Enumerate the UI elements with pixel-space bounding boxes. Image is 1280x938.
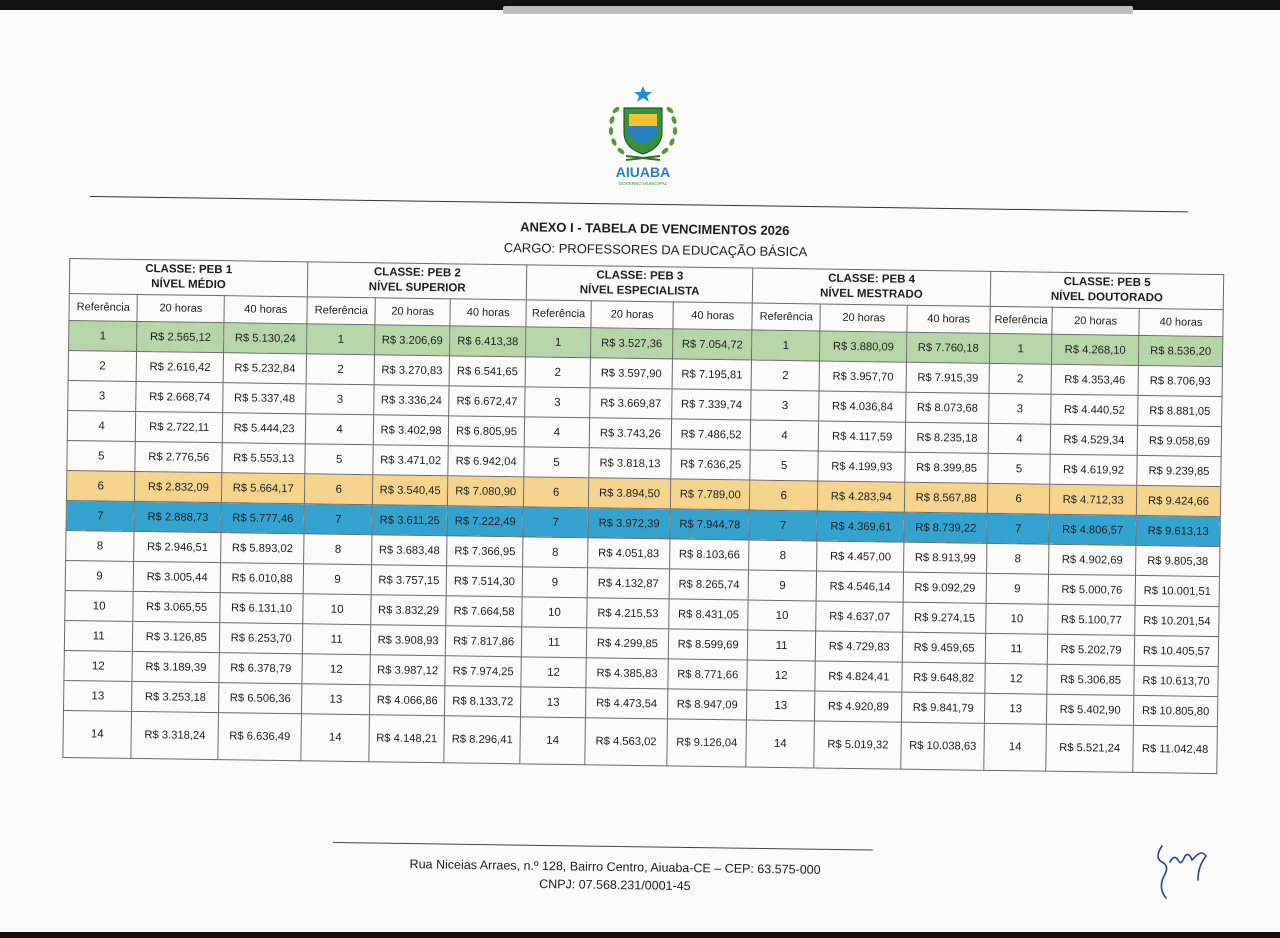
- salary-40h-cell: R$ 9.805,38: [1136, 545, 1220, 576]
- reference-cell: 9: [65, 560, 134, 591]
- salary-20h-cell: R$ 4.132,87: [587, 568, 670, 599]
- salary-40h-cell: R$ 7.222,49: [447, 506, 524, 537]
- reference-cell: 10: [748, 600, 817, 631]
- salary-20h-cell: R$ 4.440,52: [1051, 394, 1138, 425]
- salary-40h-cell: R$ 11.042,48: [1133, 725, 1218, 773]
- header-rule: [90, 196, 1188, 212]
- class-header-peb-5: [990, 271, 1223, 309]
- salary-40h-cell: R$ 10.038,63: [901, 722, 984, 770]
- salary-20h-cell: R$ 3.957,70: [819, 361, 906, 392]
- column-header-h20: 20 horas: [820, 304, 907, 332]
- class-name: CLASSE: PEB 1: [145, 263, 233, 277]
- salary-20h-cell: R$ 3.402,98: [374, 415, 449, 446]
- salary-40h-cell: R$ 8.536,20: [1138, 335, 1222, 366]
- footer-address: Rua Niceias Arraes, n.º 128, Bairro Centro, Aiuaba-CE – CEP: 63.575-000: [409, 857, 821, 877]
- salary-40h-cell: R$ 8.103,66: [670, 539, 749, 570]
- bottom-edge: [0, 932, 1280, 938]
- class-level: NÍVEL SUPERIOR: [368, 281, 466, 295]
- logo-star-icon: [634, 86, 652, 102]
- salary-40h-cell: R$ 5.664,17: [222, 473, 305, 504]
- salary-40h-cell: R$ 9.613,13: [1136, 515, 1220, 546]
- salary-40h-cell: R$ 9.424,66: [1136, 485, 1220, 516]
- salary-40h-cell: R$ 9.841,79: [902, 692, 985, 723]
- column-header-ref: Referência: [526, 300, 591, 328]
- svg-text:AIUABA: AIUABA: [615, 164, 671, 180]
- reference-cell: 2: [68, 350, 137, 381]
- reference-cell: 8: [987, 543, 1049, 574]
- salary-20h-cell: R$ 4.117,59: [819, 421, 906, 452]
- salary-20h-cell: R$ 3.270,83: [374, 355, 449, 386]
- reference-cell: 14: [984, 723, 1047, 771]
- salary-40h-cell: R$ 5.337,48: [223, 383, 306, 414]
- salary-40h-cell: R$ 5.893,02: [221, 533, 304, 564]
- salary-20h-cell: R$ 3.743,26: [589, 418, 672, 449]
- salary-40h-cell: R$ 7.760,18: [907, 332, 990, 363]
- salary-20h-cell: R$ 3.471,02: [373, 445, 448, 476]
- salary-40h-cell: R$ 7.636,25: [671, 449, 750, 480]
- salary-40h-cell: R$ 8.599,69: [669, 629, 748, 660]
- column-header-ref: Referência: [752, 303, 821, 331]
- reference-cell: 1: [751, 330, 820, 361]
- reference-cell: 5: [750, 450, 819, 481]
- salary-40h-cell: R$ 10.001,51: [1135, 575, 1219, 606]
- salary-40h-cell: R$ 8.296,41: [444, 716, 521, 764]
- salary-20h-cell: R$ 5.521,24: [1046, 724, 1134, 772]
- salary-20h-cell: R$ 4.457,00: [817, 541, 904, 572]
- salary-20h-cell: R$ 4.066,86: [370, 685, 445, 716]
- scanner-tab: [503, 6, 1133, 14]
- column-header-h40: 40 horas: [907, 305, 990, 333]
- salary-20h-cell: R$ 4.215,53: [586, 598, 669, 629]
- reference-cell: 6: [524, 477, 589, 508]
- salary-20h-cell: R$ 3.908,93: [371, 625, 446, 656]
- reference-cell: 10: [303, 594, 372, 625]
- class-level: NÍVEL MÉDIO: [151, 278, 226, 292]
- salary-40h-cell: R$ 10.405,57: [1134, 635, 1218, 666]
- column-header-h20: 20 horas: [1052, 307, 1139, 335]
- salary-20h-cell: R$ 5.402,90: [1047, 694, 1134, 725]
- salary-20h-cell: R$ 4.806,57: [1049, 514, 1136, 545]
- salary-20h-cell: R$ 3.005,44: [133, 561, 220, 592]
- reference-cell: 4: [67, 410, 136, 441]
- reference-cell: 10: [522, 597, 587, 628]
- column-header-h20: 20 horas: [590, 301, 673, 329]
- reference-cell: 13: [746, 690, 815, 721]
- salary-40h-cell: R$ 7.944,78: [670, 509, 749, 540]
- salary-20h-cell: R$ 4.619,92: [1050, 454, 1137, 485]
- salary-40h-cell: R$ 6.131,10: [220, 593, 303, 624]
- handwritten-signature: [1148, 836, 1218, 900]
- reference-cell: 7: [749, 510, 818, 541]
- salary-40h-cell: R$ 6.672,47: [448, 386, 525, 417]
- salary-20h-cell: R$ 4.353,46: [1051, 364, 1138, 395]
- salary-40h-cell: R$ 10.613,70: [1134, 665, 1218, 696]
- reference-cell: 8: [523, 537, 588, 568]
- document-subtitle: CARGO: PROFESSORES DA EDUCAÇÃO BÁSICA: [503, 240, 808, 260]
- reference-cell: 3: [306, 384, 375, 415]
- salary-40h-cell: R$ 5.553,13: [222, 443, 305, 474]
- reference-cell: 6: [987, 483, 1049, 514]
- salary-20h-cell: R$ 4.385,83: [585, 658, 668, 689]
- salary-20h-cell: R$ 3.669,87: [589, 388, 672, 419]
- reference-cell: 9: [523, 567, 588, 598]
- salary-20h-cell: R$ 3.683,48: [372, 535, 447, 566]
- reference-cell: 3: [525, 387, 590, 418]
- salary-40h-cell: R$ 8.265,74: [669, 569, 748, 600]
- salary-40h-cell: R$ 8.133,72: [444, 686, 521, 717]
- reference-cell: 7: [987, 513, 1049, 544]
- reference-cell: 10: [986, 603, 1048, 634]
- salary-20h-cell: R$ 4.529,34: [1050, 424, 1137, 455]
- salary-20h-cell: R$ 3.880,09: [820, 331, 907, 362]
- reference-cell: 6: [749, 480, 818, 511]
- salary-40h-cell: R$ 8.073,68: [906, 392, 989, 423]
- salary-20h-cell: R$ 4.563,02: [584, 718, 667, 766]
- salary-40h-cell: R$ 7.366,95: [446, 536, 523, 567]
- column-header-ref: Referência: [69, 293, 138, 321]
- salary-40h-cell: R$ 6.506,36: [219, 683, 302, 714]
- salary-40h-cell: R$ 5.777,46: [221, 503, 304, 534]
- salary-40h-cell: R$ 5.444,23: [222, 413, 305, 444]
- reference-cell: 9: [303, 564, 372, 595]
- reference-cell: 12: [747, 660, 816, 691]
- reference-cell: 3: [989, 393, 1051, 424]
- reference-cell: 11: [747, 630, 816, 661]
- reference-cell: 7: [304, 504, 373, 535]
- salary-40h-cell: R$ 9.239,85: [1137, 455, 1221, 486]
- salary-20h-cell: R$ 4.268,10: [1052, 334, 1139, 365]
- reference-cell: 13: [521, 687, 586, 718]
- salary-40h-cell: R$ 8.947,09: [668, 689, 747, 720]
- reference-cell: 2: [989, 363, 1051, 394]
- class-level: NÍVEL ESPECIALISTA: [579, 284, 700, 298]
- salary-20h-cell: R$ 3.987,12: [370, 655, 445, 686]
- reference-cell: 1: [526, 327, 591, 358]
- salary-20h-cell: R$ 4.148,21: [369, 715, 444, 763]
- column-header-h20: 20 horas: [375, 298, 450, 326]
- class-name: CLASSE: PEB 5: [1063, 275, 1151, 290]
- salary-40h-cell: R$ 6.413,38: [449, 326, 526, 357]
- reference-cell: 4: [305, 414, 374, 445]
- salary-40h-cell: R$ 8.706,93: [1138, 365, 1222, 396]
- class-name: CLASSE: PEB 2: [373, 266, 461, 280]
- salary-20h-cell: R$ 3.126,85: [133, 621, 220, 652]
- document-body: [62, 210, 1230, 774]
- salary-table-body: [63, 320, 1223, 773]
- column-header-ref: Referência: [307, 297, 376, 325]
- reference-cell: 2: [751, 360, 820, 391]
- salary-20h-cell: R$ 5.306,85: [1047, 664, 1134, 695]
- reference-cell: 13: [64, 680, 133, 711]
- footer: [380, 855, 850, 898]
- salary-40h-cell: R$ 7.514,30: [446, 566, 523, 597]
- salary-20h-cell: R$ 5.202,79: [1047, 634, 1134, 665]
- salary-40h-cell: R$ 6.636,49: [218, 713, 301, 761]
- reference-cell: 14: [746, 720, 815, 768]
- class-level: NÍVEL MESTRADO: [819, 287, 923, 301]
- salary-20h-cell: R$ 4.473,54: [585, 688, 668, 719]
- salary-40h-cell: R$ 9.648,82: [902, 662, 985, 693]
- salary-20h-cell: R$ 3.894,50: [588, 478, 671, 509]
- reference-cell: 12: [64, 650, 133, 681]
- salary-20h-cell: R$ 4.920,89: [815, 691, 902, 722]
- salary-40h-cell: R$ 7.486,52: [672, 419, 751, 450]
- salary-20h-cell: R$ 4.199,93: [818, 451, 905, 482]
- reference-cell: 9: [986, 573, 1048, 604]
- reference-cell: 4: [525, 417, 590, 448]
- reference-cell: 11: [522, 627, 587, 658]
- salary-20h-cell: R$ 3.540,45: [373, 475, 448, 506]
- salary-40h-cell: R$ 6.378,79: [219, 653, 302, 684]
- salary-20h-cell: R$ 4.036,84: [819, 391, 906, 422]
- salary-40h-cell: R$ 7.080,90: [447, 476, 524, 507]
- salary-20h-cell: R$ 3.318,24: [131, 711, 219, 759]
- salary-20h-cell: R$ 2.722,11: [136, 411, 223, 442]
- salary-20h-cell: R$ 5.100,77: [1048, 604, 1135, 635]
- reference-cell: 3: [751, 390, 820, 421]
- salary-20h-cell: R$ 3.206,69: [375, 325, 450, 356]
- reference-cell: 14: [520, 717, 585, 765]
- salary-40h-cell: R$ 9.058,69: [1137, 425, 1221, 456]
- salary-20h-cell: R$ 4.299,85: [586, 628, 669, 659]
- salary-20h-cell: R$ 2.776,56: [135, 441, 222, 472]
- document-title: ANEXO I - TABELA DE VENCIMENTOS 2026: [520, 219, 790, 239]
- salary-20h-cell: R$ 4.369,61: [817, 511, 904, 542]
- reference-cell: 5: [988, 453, 1050, 484]
- salary-40h-cell: R$ 7.339,74: [672, 389, 751, 420]
- salary-40h-cell: R$ 8.431,05: [669, 599, 748, 630]
- reference-cell: 1: [989, 333, 1051, 364]
- reference-cell: 6: [304, 474, 373, 505]
- reference-cell: 5: [524, 447, 589, 478]
- class-name: CLASSE: PEB 3: [596, 269, 684, 283]
- salary-40h-cell: R$ 7.817,86: [445, 626, 522, 657]
- reference-cell: 7: [523, 507, 588, 538]
- class-header-peb-3: [527, 265, 753, 303]
- reference-cell: 8: [304, 534, 373, 565]
- salary-40h-cell: R$ 7.054,72: [673, 329, 752, 360]
- salary-40h-cell: R$ 6.541,65: [449, 356, 526, 387]
- salary-40h-cell: R$ 8.881,05: [1138, 395, 1222, 426]
- reference-cell: 12: [302, 654, 371, 685]
- footer-rule: [333, 842, 873, 851]
- reference-cell: 12: [985, 663, 1047, 694]
- salary-20h-cell: R$ 3.189,39: [132, 651, 219, 682]
- salary-20h-cell: R$ 3.818,13: [588, 448, 671, 479]
- reference-cell: 1: [69, 320, 138, 351]
- reference-cell: 4: [988, 423, 1050, 454]
- salary-40h-cell: R$ 8.771,66: [668, 659, 747, 690]
- salary-20h-cell: R$ 4.902,69: [1049, 544, 1136, 575]
- reference-cell: 2: [306, 354, 375, 385]
- salary-40h-cell: R$ 6.253,70: [220, 623, 303, 654]
- reference-cell: 2: [525, 357, 590, 388]
- salary-20h-cell: R$ 2.668,74: [136, 381, 223, 412]
- reference-cell: 8: [749, 540, 818, 571]
- salary-20h-cell: R$ 2.616,42: [136, 351, 223, 382]
- salary-20h-cell: R$ 3.757,15: [371, 565, 446, 596]
- class-header-peb-1: [69, 259, 307, 297]
- salary-40h-cell: R$ 5.130,24: [224, 323, 307, 354]
- salary-20h-cell: R$ 4.283,94: [818, 481, 905, 512]
- reference-cell: 14: [301, 714, 370, 762]
- aiuaba-logo: [604, 86, 682, 188]
- salary-40h-cell: R$ 7.195,81: [672, 359, 751, 390]
- salary-40h-cell: R$ 9.092,29: [903, 572, 986, 603]
- salary-20h-cell: R$ 4.546,14: [816, 571, 903, 602]
- salary-20h-cell: R$ 3.065,55: [133, 591, 220, 622]
- reference-cell: 14: [63, 710, 132, 758]
- reference-cell: 12: [521, 657, 586, 688]
- reference-cell: 10: [65, 590, 134, 621]
- footer-cnpj: CNPJ: 07.568.231/0001-45: [539, 876, 691, 894]
- salary-20h-cell: R$ 3.972,39: [588, 508, 671, 539]
- reference-cell: 9: [748, 570, 817, 601]
- salary-40h-cell: R$ 8.399,85: [905, 452, 988, 483]
- reference-cell: 5: [305, 444, 374, 475]
- salary-40h-cell: R$ 10.201,54: [1135, 605, 1219, 636]
- salary-40h-cell: R$ 5.232,84: [223, 353, 306, 384]
- column-header-h40: 40 horas: [673, 302, 752, 330]
- column-header-h40: 40 horas: [224, 296, 307, 324]
- reference-cell: 1: [307, 324, 376, 355]
- column-header-h40: 40 horas: [450, 299, 527, 327]
- salary-20h-cell: R$ 3.253,18: [132, 681, 219, 712]
- reference-cell: 4: [750, 420, 819, 451]
- salary-20h-cell: R$ 2.565,12: [137, 321, 224, 352]
- salary-20h-cell: R$ 4.051,83: [587, 538, 670, 569]
- salary-20h-cell: R$ 4.712,33: [1049, 484, 1136, 515]
- salary-20h-cell: R$ 3.336,24: [374, 385, 449, 416]
- salary-40h-cell: R$ 7.789,00: [671, 479, 750, 510]
- salary-20h-cell: R$ 3.611,25: [372, 505, 447, 536]
- salary-40h-cell: R$ 7.664,58: [446, 596, 523, 627]
- salary-40h-cell: R$ 9.274,15: [903, 602, 986, 633]
- column-header-h20: 20 horas: [137, 294, 224, 322]
- reference-cell: 3: [68, 380, 137, 411]
- class-level: NÍVEL DOUTORADO: [1050, 290, 1163, 305]
- salary-20h-cell: R$ 4.824,41: [815, 661, 902, 692]
- column-header-ref: Referência: [990, 306, 1052, 334]
- salary-40h-cell: R$ 8.739,22: [904, 512, 987, 543]
- salary-40h-cell: R$ 8.913,99: [904, 542, 987, 573]
- salary-40h-cell: R$ 7.974,25: [445, 656, 522, 687]
- salary-20h-cell: R$ 2.888,73: [134, 501, 221, 532]
- column-header-h40: 40 horas: [1139, 308, 1223, 336]
- salary-20h-cell: R$ 4.637,07: [816, 601, 903, 632]
- salary-40h-cell: R$ 8.567,88: [905, 482, 988, 513]
- reference-cell: 7: [66, 500, 135, 531]
- salary-20h-cell: R$ 2.946,51: [134, 531, 221, 562]
- salary-40h-cell: R$ 9.459,65: [902, 632, 985, 663]
- salary-40h-cell: R$ 10.805,80: [1133, 695, 1217, 726]
- salary-40h-cell: R$ 8.235,18: [905, 422, 988, 453]
- salary-20h-cell: R$ 3.597,90: [590, 358, 673, 389]
- reference-cell: 11: [302, 624, 371, 655]
- reference-cell: 6: [66, 470, 135, 501]
- salary-40h-cell: R$ 6.942,04: [448, 446, 525, 477]
- reference-cell: 8: [66, 530, 135, 561]
- reference-cell: 13: [984, 693, 1046, 724]
- salary-20h-cell: R$ 3.832,29: [371, 595, 446, 626]
- salary-20h-cell: R$ 2.832,09: [135, 471, 222, 502]
- salary-40h-cell: R$ 6.010,88: [220, 563, 303, 594]
- class-header-peb-2: [307, 262, 527, 300]
- salary-40h-cell: R$ 7.915,39: [906, 362, 989, 393]
- salary-table: [62, 258, 1224, 774]
- class-name: CLASSE: PEB 4: [828, 272, 916, 286]
- svg-text:GOVERNO MUNICIPAL: GOVERNO MUNICIPAL: [618, 181, 668, 186]
- salary-20h-cell: R$ 5.019,32: [814, 721, 902, 769]
- reference-cell: 13: [302, 684, 371, 715]
- reference-cell: 5: [67, 440, 136, 471]
- salary-40h-cell: R$ 6.805,95: [448, 416, 525, 447]
- salary-20h-cell: R$ 4.729,83: [816, 631, 903, 662]
- salary-20h-cell: R$ 5.000,76: [1048, 574, 1135, 605]
- reference-cell: 11: [985, 633, 1047, 664]
- salary-40h-cell: R$ 9.126,04: [667, 719, 746, 767]
- reference-cell: 11: [64, 620, 133, 651]
- class-header-peb-4: [752, 268, 990, 306]
- salary-20h-cell: R$ 3.527,36: [590, 328, 673, 359]
